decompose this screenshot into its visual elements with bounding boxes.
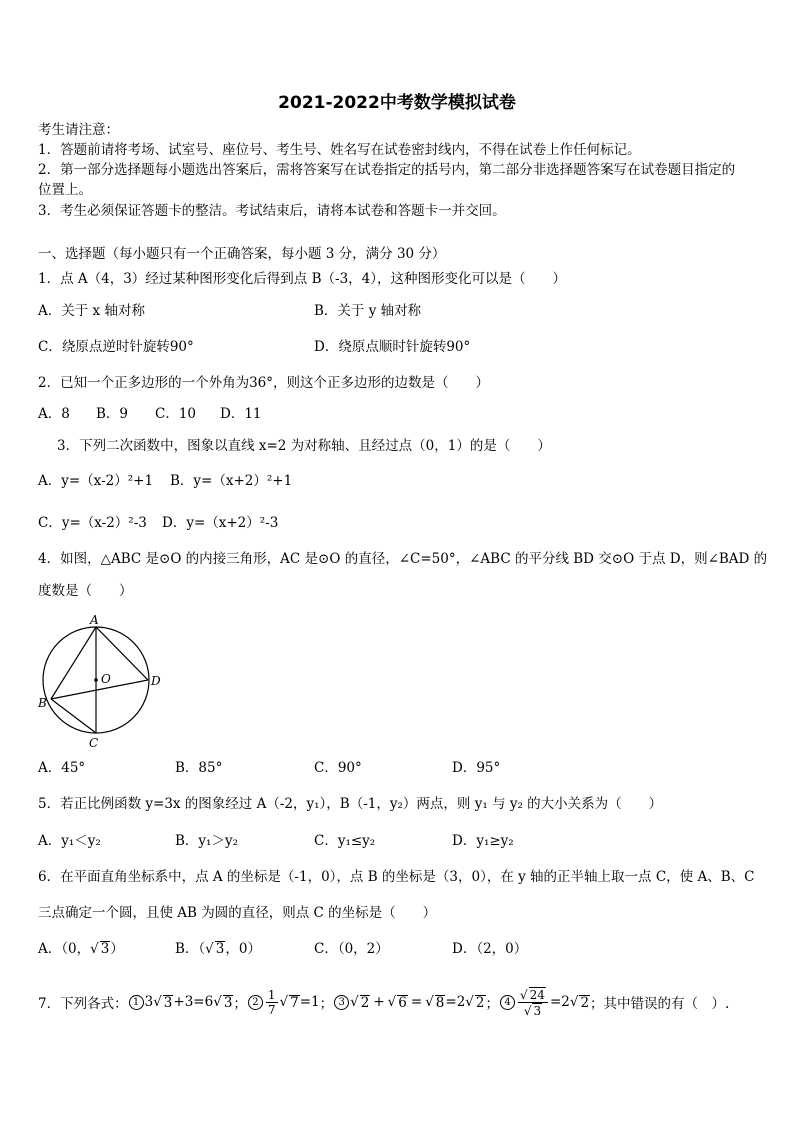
q7-e3-rad4: 2 — [475, 994, 485, 1011]
q2-option-c: C．10 — [155, 406, 197, 422]
q5-option-d: D．y₁≥y₂ — [452, 833, 514, 849]
q6-a-prefix: A．（0， — [38, 941, 91, 957]
q3-stem: 3．下列二次函数中，图象以直线 x=2 为对称轴、且经过点（0，1）的是（ ） — [57, 438, 551, 454]
notice-item: 2．第一部分选择题每小题选出答案后，需将答案写在试卷指定的括号内，第二部分非选择题答案写在试卷题目指定的 — [38, 162, 736, 178]
q7-e3-rad2: 6 — [398, 994, 407, 1011]
q7-e1-rad2: 3 — [223, 994, 233, 1011]
q7-fraction — [266, 988, 278, 1017]
page-title: 2021-2022中考数学模拟试卷 — [278, 93, 516, 113]
q7-e4-num-rad: 24 — [529, 987, 545, 1002]
q6-option-d: D．（2，0） — [452, 941, 528, 957]
q6-a-suffix: ） — [110, 941, 124, 957]
q1-option-d: D．绕原点顺时针旋转90° — [314, 339, 471, 355]
q7-sep: ； — [319, 996, 334, 1012]
label-c: C — [89, 736, 99, 750]
q7-frac-den: 7 — [267, 1002, 276, 1017]
q2-stem: 2．已知一个正多边形的一个外角为36°，则这个正多边形的边数是（ ） — [38, 375, 490, 391]
q7-eq: = — [410, 994, 423, 1010]
q7-suffix: ；其中错误的有（ ）. — [590, 996, 730, 1012]
q4-option-a: A．45° — [38, 760, 86, 776]
q7-frac-num: 1 — [267, 987, 276, 1002]
q5-option-a: A．y₁＜y₂ — [38, 833, 101, 849]
q6-option-b: B．（√ 3，0） — [175, 941, 261, 957]
q4-stem-cont: 度数是（ ） — [38, 583, 133, 599]
label-d: D — [151, 674, 161, 688]
q6-a-radicand: 3 — [100, 941, 110, 957]
q1-option-a: A．关于 x 轴对称 — [38, 303, 145, 319]
q7-marker-1: 1 — [129, 995, 144, 1010]
q7-fraction-2 — [518, 987, 548, 1018]
q6-b-suffix: ，0） — [225, 941, 261, 957]
center-dot — [94, 678, 98, 682]
notice-item: 1．答题前请将考场、试室号、座位号、考生号、姓名写在试卷密封线内，不得在试卷上作任何标记。 — [38, 142, 641, 158]
q2-option-a: A．8 — [38, 406, 70, 422]
notice-heading: 考生请注意： — [38, 122, 119, 138]
segment-bd — [51, 680, 148, 699]
q4-option-d: D．95° — [452, 760, 501, 776]
q7-e2-eq: =1 — [299, 994, 320, 1010]
q3-option-a: A．y=（x-2）²+1 — [38, 473, 154, 489]
q3-option-c: C．y=（x-2）²-3 — [38, 515, 147, 531]
q5-option-b: B．y₁＞y₂ — [175, 833, 238, 849]
q6-b-prefix: B．（ — [175, 941, 206, 957]
q3-option-b: B．y=（x+2）²+1 — [170, 473, 293, 489]
q7-e3-rad3: 8 — [435, 994, 445, 1011]
label-o: O — [101, 672, 111, 686]
q4-option-c: C．90° — [314, 760, 362, 776]
q1-stem: 1．点 A（4，3）经过某种图形变化后得到点 B（-3，4），这种图形变化可以是（ ） — [38, 271, 567, 287]
q6-b-radicand: 3 — [215, 941, 225, 957]
q1-option-c: C．绕原点逆时针旋转90° — [38, 339, 194, 355]
q7-e1-coef: 3 — [144, 994, 154, 1010]
q2-option-b: B．9 — [96, 406, 129, 422]
q3-option-d: D．y=（x+2）²-3 — [162, 515, 279, 531]
q6-stem: 6．在平面直角坐标系中，点 A 的坐标是（-1，0），点 B 的坐标是（3，0），在 y 轴的正半轴上取一点 C，使 A、B、C — [38, 869, 755, 885]
q7-e4-rad: 2 — [580, 994, 590, 1011]
q7-e2-rad: 7 — [290, 994, 299, 1011]
q4-stem: 4．如图，△ABC 是⊙O 的内接三角形，AC 是⊙O 的直径，∠C=50°，∠ABC 的平分线 BD 交⊙O 于点 D，则∠BAD 的 — [38, 551, 768, 567]
q4-option-b: B．85° — [175, 760, 223, 776]
circle-figure — [30, 610, 170, 750]
q7-stem: 7．下列各式： 1 3 √ 3 +3=6 √ 3 ； 2 $\frac{1}{7}$ √ 7 =1 ； 3 √ 2 + √ 6 = √ 8 =2 √ 2 ； 4 $\frac{√ 24}{√ 3}$ =2 √ 2 ；其中错误的有（ ）. — [38, 987, 730, 1018]
q7-plus: + — [373, 994, 385, 1010]
notice-item: 位置上。 — [38, 182, 92, 198]
q6-stem-cont: 三点确定一个圆，且使 AB 为圆的直径，则点 C 的坐标是（ ） — [38, 905, 437, 921]
q7-e4-den-rad: 3 — [533, 1003, 542, 1018]
label-b: B — [38, 696, 47, 710]
q7-frac2-num: √ 24 — [518, 987, 548, 1003]
section-heading: 一、选择题（每小题只有一个正确答案，每小题 3 分，满分 30 分） — [38, 246, 446, 262]
notice-item: 3．考生必须保证答题卡的整洁。考试结束后，请将本试卷和答题卡一并交回。 — [38, 203, 506, 219]
q7-marker-3: 3 — [334, 995, 349, 1010]
q5-stem: 5．若正比例函数 y=3x 的图象经过 A（-2，y₁），B（-1，y₂）两点，则 y₁ 与 y₂ 的大小关系为（ ） — [38, 796, 663, 812]
q7-e1-rad: 3 — [163, 994, 173, 1011]
q7-marker-2: 2 — [248, 995, 263, 1010]
q7-e4-eq: =2 — [549, 994, 570, 1010]
q2-option-d: D．11 — [220, 406, 262, 422]
q6-option-c: C．（0，2） — [314, 941, 389, 957]
q7-e3-rad1: 2 — [360, 994, 370, 1011]
q7-sep: ； — [233, 996, 247, 1012]
q6-option-a: A．（0，√ 3） — [38, 941, 124, 957]
q7-prefix: 7．下列各式： — [38, 996, 128, 1012]
q1-option-b: B．关于 y 轴对称 — [314, 303, 422, 319]
q5-option-c: C．y₁≤y₂ — [314, 833, 376, 849]
segment-ab — [51, 627, 96, 699]
q7-sep: ； — [485, 996, 499, 1012]
q7-e1-mid: +3=6 — [173, 994, 214, 1010]
q7-marker-4: 4 — [500, 995, 515, 1010]
q7-e3-eq: =2 — [445, 994, 466, 1010]
label-a: A — [90, 613, 99, 627]
q7-frac2-den: √ 3 — [523, 1003, 542, 1018]
